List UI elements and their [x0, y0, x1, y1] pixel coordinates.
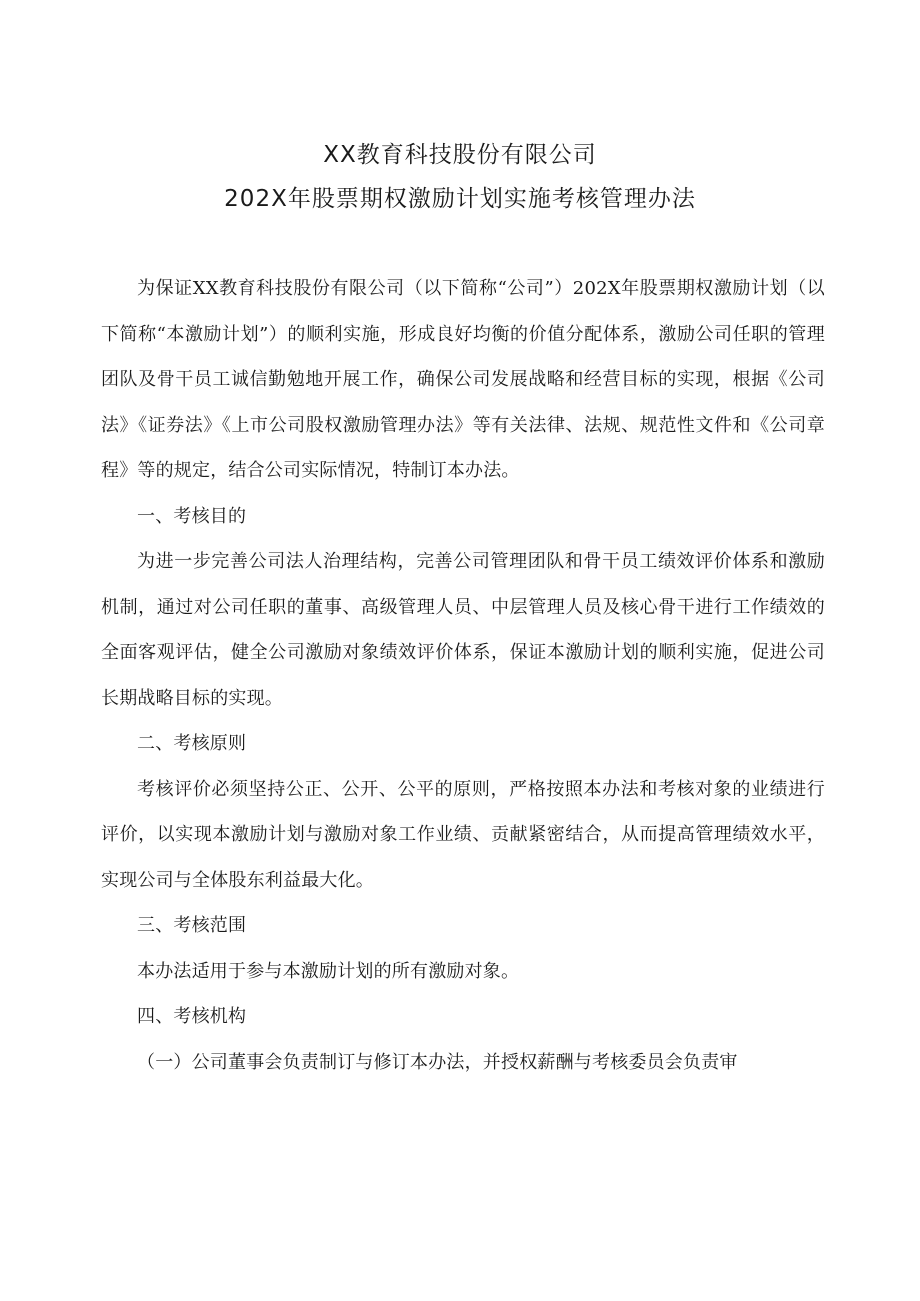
document-body: [101, 266, 825, 1085]
section-heading-purpose: 一、考核目的: [137, 505, 247, 527]
section-paragraph-organization: （一）公司董事会负责制订与修订本办法，并授权薪酬与考核委员会负责审: [137, 1051, 738, 1073]
intro-paragraph: 为保证XX教育科技股份有限公司（以下简称“公司”）202X年股票期权激励计划（以下简称“本激励计划”）的顺利实施，形成良好均衡的价值分配体系，激励公司任职的管理团队及骨干员工诚信勤勉地开展工作，确保公司发展战略和经营目标的实现，根据《公司法》《证券法》《上市公司股权激励管理办法》等有关法律、法规、规范性文件和《公司章程》等的规定，结合公司实际情况，特制订本办法。: [101, 278, 825, 481]
section-heading-scope: 三、考核范围: [137, 915, 247, 936]
section-paragraph-scope: 本办法适用于参与本激励计划的所有激励对象。: [137, 960, 520, 982]
section-paragraph-purpose: 为进一步完善公司法人治理结构，完善公司管理团队和骨干员工绩效评价体系和激励机制，通过对公司任职的董事、高级管理人员、中层管理人员及核心骨干进行工作绩效的全面客观评估，健全公司激励对象绩效评价体系，保证本激励计划的顺利实施，促进公司长期战略目标的实现。: [101, 551, 825, 709]
section-heading-principles: 二、考核原则: [137, 733, 247, 754]
section-paragraph-principles: 考核评价必须坚持公正、公开、公平的原则，严格按照本办法和考核对象的业绩进行评价，以实现本激励计划与激励对象工作业绩、贡献紧密结合，从而提高管理绩效水平，实现公司与全体股东利益最大化。: [101, 778, 825, 891]
plan-title: 202X年股票期权激励计划实施考核管理办法: [224, 186, 696, 212]
section-heading-organization: 四、考核机构: [137, 1006, 247, 1027]
document-title: [0, 133, 920, 221]
company-name-title: XX教育科技股份有限公司: [323, 142, 597, 168]
